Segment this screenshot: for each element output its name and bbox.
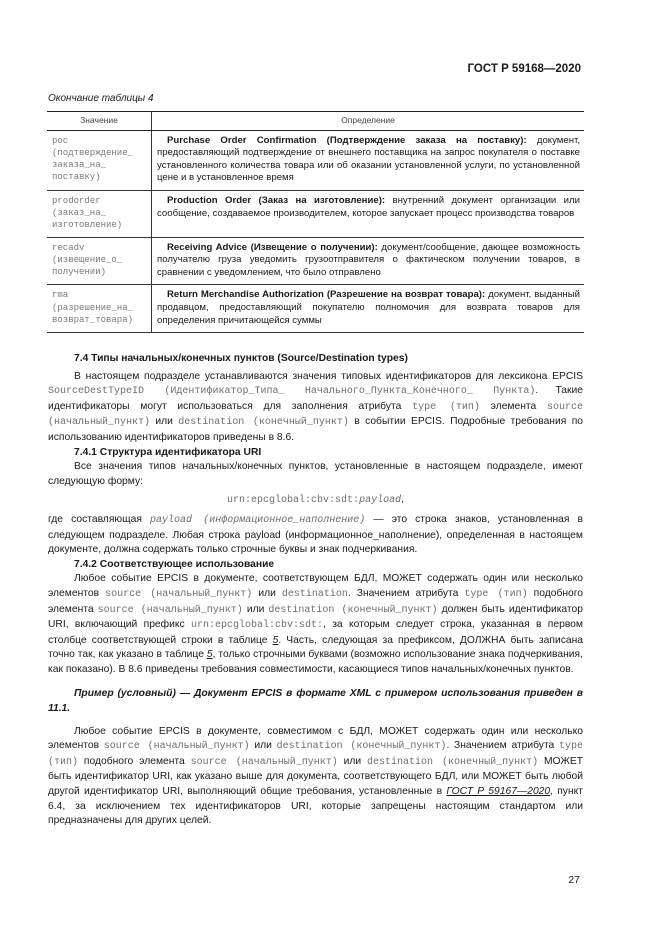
table-row: [47, 130, 584, 190]
code-term: destination (конечный_пункт): [178, 417, 349, 429]
subsection-heading: 7.4.2 Соответствующее использование: [74, 558, 275, 570]
row-definition: [152, 285, 585, 333]
table-row: [47, 237, 584, 285]
code-term: SourceDestTypeID (Идентификатор_Типа_ Начального_Пункта_Конечного_ Пункта): [48, 386, 536, 398]
uri-prefix: urn:epcglobal:cbv:sdt:: [227, 495, 360, 507]
code-term: type (тип): [464, 588, 528, 600]
table-header-row: [47, 112, 584, 131]
code-term: type (тип): [412, 401, 480, 413]
paragraph: Все значения типов начальных/конечных пунктов, установленные в настоящем подразделе, имеют следующую форму:: [48, 461, 583, 487]
section-heading: 7.4 Типы начальных/конечных пунктов (Source/Destination types): [74, 353, 408, 364]
uri-payload: payload: [359, 495, 402, 507]
code-term: source (начальный_пункт): [190, 756, 338, 768]
row-term: Receiving Advice (Извещение о получении):: [167, 241, 378, 253]
section-7-4: [48, 352, 583, 829]
page-number: 27: [568, 874, 580, 886]
code-term: source (начальный_пункт): [97, 604, 243, 616]
row-definition: [152, 190, 585, 237]
uri-form: urn:epcglobal:cbv:sdt:payload,: [227, 494, 404, 507]
document-code: ГОСТ Р 59168—2020: [467, 63, 581, 75]
standard-link[interactable]: ГОСТ Р 59167—2020: [446, 786, 551, 798]
table-caption: Окончание таблицы 4: [48, 93, 154, 104]
row-value: poc (подтверждение_ заказа_на_ поставку): [47, 130, 152, 190]
row-value: rma (разрешение_на_ возврат_товара): [47, 285, 152, 333]
row-definition: [152, 237, 585, 285]
code-term: source (начальный_пункт): [105, 588, 253, 600]
paragraph: где составляющая payload (информационное_наполнение) — это строка знаков, установленная в следующем подразделе. Любая строка payload (информационное_наполнение), определенная в настоящем документе, должна содержать только строчные буквы и знак подчеркивания.: [48, 513, 583, 556]
table-link[interactable]: 5: [206, 649, 213, 661]
code-term: source (начальный_пункт): [103, 741, 250, 753]
column-header-definition: Определение: [152, 112, 585, 131]
code-term: source (начальный_пункт): [48, 401, 583, 429]
column-header-value: Значение: [47, 112, 152, 131]
row-definition-text: внутренний документ организации или сообщение, создаваемое производителем, которое запускает процесс производства товаров: [157, 194, 580, 219]
example-note: Пример (условный) — Документ EPCIS в формате XML с примером использования приведен в 11.1.: [48, 688, 583, 715]
row-value: recadv (извещение_о_ получении): [47, 237, 152, 285]
row-definition-text: документ, выданный продавцом, предоставляющий покупателю полномочия для возврата товаров для определения причитающейся суммы: [157, 289, 580, 326]
row-definition: [152, 130, 585, 190]
row-term: Purchase Order Confirmation (Подтверждение заказа на поставку):: [167, 134, 527, 146]
table-link[interactable]: 5: [272, 634, 279, 646]
code-term: type (тип): [48, 741, 584, 768]
code-term: payload (информационное_наполнение): [149, 514, 366, 526]
row-term: Production Order (Заказ на изготовление):: [167, 194, 386, 206]
code-term: destination: [281, 588, 348, 600]
code-term: destination (конечный_пункт): [367, 756, 539, 768]
code-term: destination (конечный_пункт): [268, 604, 438, 616]
paragraph: Любое событие EPCIS в документе, совместимом с БДЛ, МОЖЕТ содержать один или несколько элементов source (начальный_пункт) или destination (конечный_пункт). Значением атрибута type (тип) подобного элемента source (начальный_пункт) или destination (конечный_пункт) МОЖЕТ быть идентификатор URI, как указано выше для документа, соответствующего БДЛ, или МОЖЕТ быть любой другой идентификатор URI, выполняющий общие требования, установленные в ГОСТ Р 59167—2020, пункт 6.4, за исключением тех идентификаторов URI, которые запрещены настоящим стандартом или предназначены для других целей.: [48, 725, 584, 827]
row-term: Return Merchandise Authorization (Разрешение на возврат товара):: [167, 289, 486, 301]
row-definition-text: документ/сообщение, дающее возможность получателю груза уведомить грузоотправителя о фактическом получении товаров, в сравнении с уведомлением, что было отправлено: [157, 241, 581, 278]
table-row: [47, 285, 584, 333]
row-value: prodorder (заказ_на_ изготовление): [47, 190, 152, 237]
definitions-table: [47, 111, 584, 333]
code-term: urn:epcglobal:cbv:sdt:: [190, 620, 324, 632]
row-definition-text: документ, предоставляющий подтверждение от внешнего поставщика на запрос покупателя о поставке установленного количества товара или об оказании установленной услуги, по установленной цене и в установленное время: [157, 134, 581, 184]
paragraph: Любое событие EPCIS в документе, соответствующем БДЛ, МОЖЕТ содержать один или несколько элементов source (начальный_пункт) или destination. Значением атрибута type (тип) подобного элемента source (начальный_пункт) или destination (конечный_пункт) должен быть идентификатор URI, включающий префикс urn:epcglobal:cbv:sdt:, за которым следует строка, указанная в первом столбце соответствующей строки в таблице 5. Часть, следующая за префиксом, ДОЛЖНА быть записана точно так, как указано в таблице 5, только строчными буквами (возможно использование знака подчеркивания, как показано). В 8.6 приведены требования совместимости, касающиеся типов начальных/конечных пунктов.: [48, 573, 584, 675]
code-term: destination (конечный_пункт): [276, 741, 447, 753]
subsection-heading: 7.4.1 Структура идентификатора URI: [74, 446, 262, 458]
paragraph: В настоящем подразделе устанавливаются значения типовых идентификаторов для лексикона EPCIS SourceDestTypeID (Идентификатор_Типа_ Начального_Пункта_Конечного_ Пункта). Такие идентификаторы могут использоваться для заполнения атрибута type (тип) элемента source (начальный_пункт) или destination (конечный_пункт) в событии EPCIS. Подробные требования по использованию идентификаторов приведены в 8.6.: [48, 370, 584, 443]
table-row: [47, 190, 584, 237]
